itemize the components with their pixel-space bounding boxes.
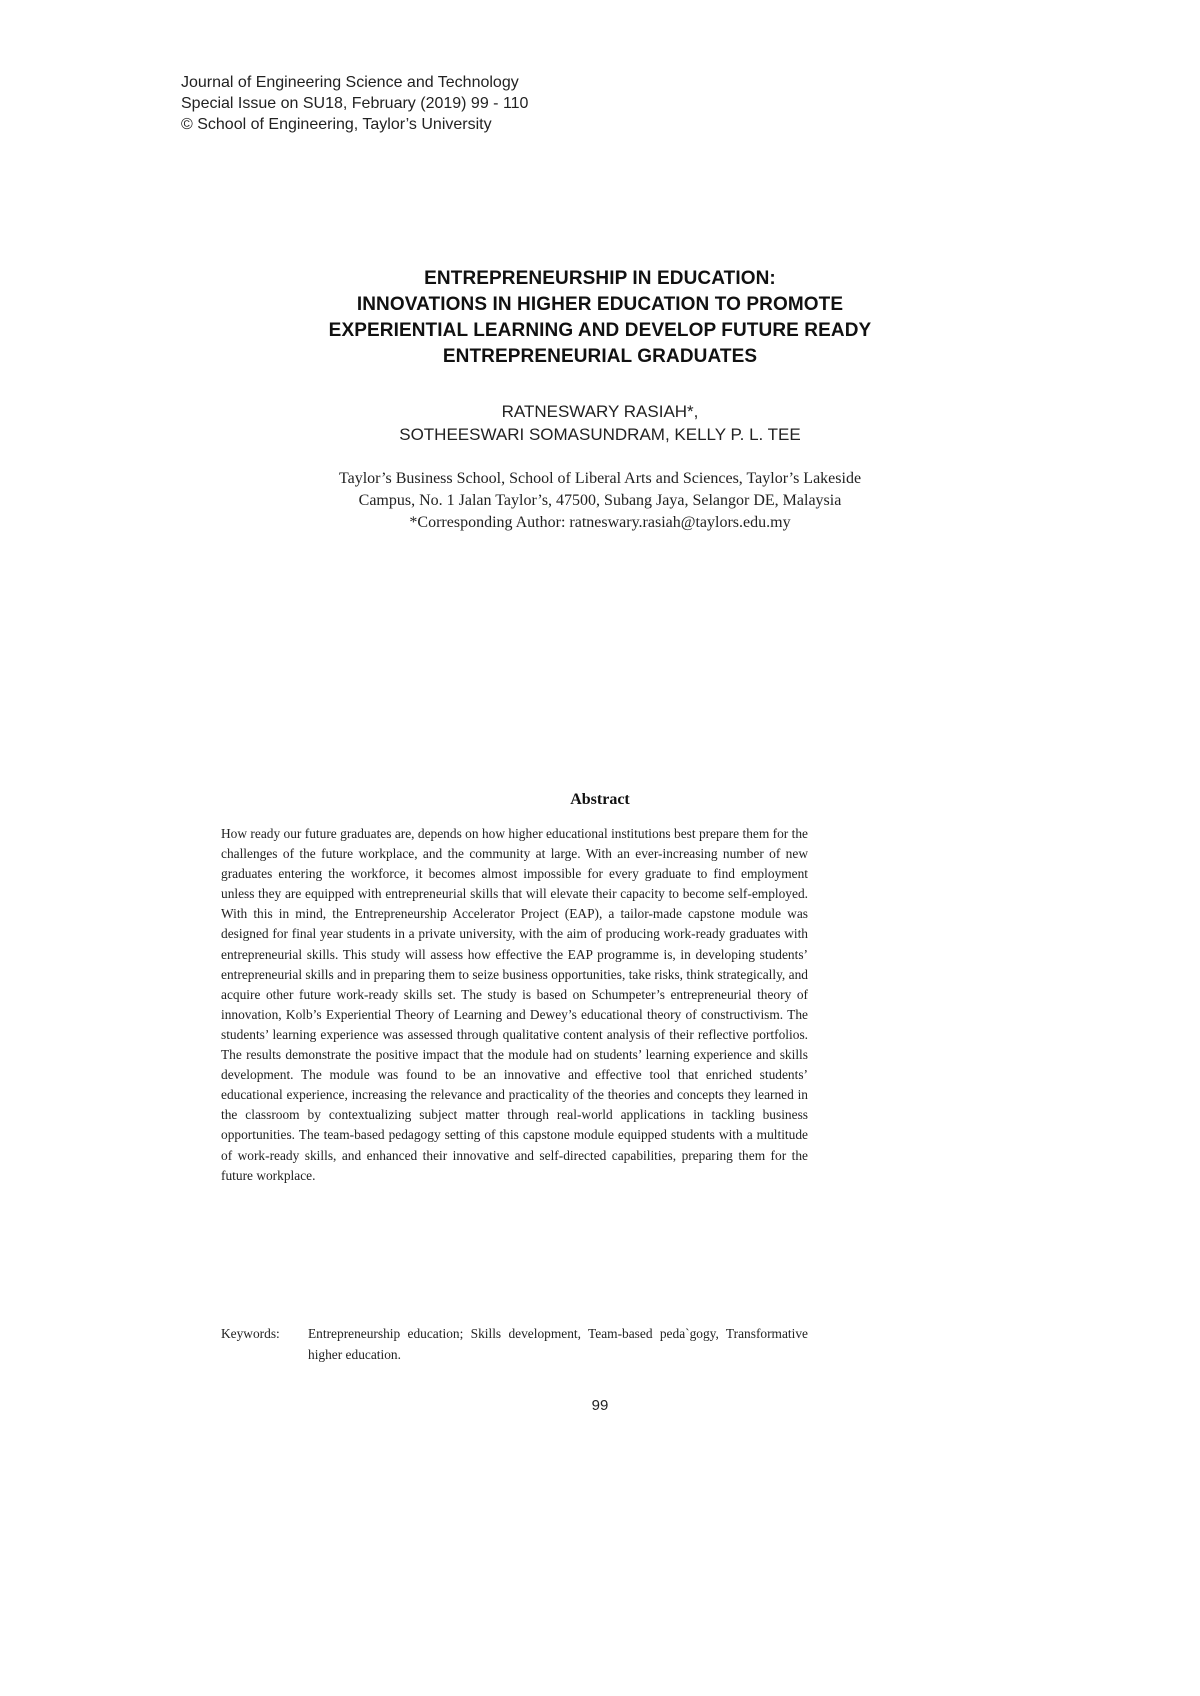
page-number: 99 xyxy=(591,1397,609,1414)
journal-name: Journal of Engineering Science and Technology xyxy=(181,74,519,91)
keywords-label: Keywords: xyxy=(221,1326,280,1341)
author-line: SOTHEESWARI SOMASUNDRAM, KELLY P. L. TEE xyxy=(399,425,801,444)
author-list xyxy=(150,400,1050,446)
paper-title xyxy=(150,266,1050,370)
affiliation-block xyxy=(150,468,1050,534)
corresponding-author: *Corresponding Author: ratneswary.rasiah@taylors.edu.my xyxy=(409,514,791,531)
keywords-section xyxy=(221,1324,808,1365)
journal-header xyxy=(181,72,528,135)
abstract-heading: Abstract xyxy=(570,791,630,808)
author-line: RATNESWARY RASIAH*, xyxy=(501,402,699,421)
journal-issue: Special Issue on SU18, February (2019) 99 - 110 xyxy=(181,95,529,112)
abstract-text: How ready our future graduates are, depends on how higher educational institutions best prepare them for the challenges of the future workplace, and the community at large. With an ever-increasing number of new graduates entering the workforce, it becomes almost impossible for every graduate to find employment unless they are equipped with entrepreneurial skills that will elevate their capacity to become self-employed. With this in mind, the Entrepreneurship Accelerator Project (EAP), a tailor-made capstone module was designed for final year students in a private university, with the aim of producing work-ready graduates with entrepreneurial skills. This study will assess how effective the EAP programme is, in developing students’ entrepreneurial skills and in preparing them to seize business opportunities, take risks, think strategically, and acquire other future work-ready skills set. The study is based on Schumpeter’s entrepreneurial theory of innovation, Kolb’s Experiential Theory of Learning and Dewey’s educational theory of constructivism. The students’ learning experience was assessed through qualitative content analysis of their reflective portfolios. The results demonstrate the positive impact that the module had on students’ learning experience and skills development. The module was found to be an innovative and effective tool that enriched students’ educational experience, increasing the relevance and practicality of the theories and concepts they learned in the classroom by contextualizing subject matter through real-world applications in tackling business opportunities. The team-based pedagogy setting of this capstone module equipped students with a multitude of work-ready skills, and enhanced their innovative and self-directed capabilities, preparing them for the future workplace. xyxy=(221,826,808,1183)
title-line: ENTREPRENEURSHIP IN EDUCATION: xyxy=(424,268,776,289)
journal-copyright: © School of Engineering, Taylor’s University xyxy=(181,116,492,133)
title-line: EXPERIENTIAL LEARNING AND DEVELOP FUTURE READY xyxy=(328,320,872,341)
title-line: INNOVATIONS IN HIGHER EDUCATION TO PROMOTE xyxy=(356,294,844,315)
keywords-text: Entrepreneurship education; Skills development, Team-based peda`gogy, Transformative higher education. xyxy=(308,1326,808,1362)
title-line: ENTREPRENEURIAL GRADUATES xyxy=(442,346,758,367)
affiliation-line: Campus, No. 1 Jalan Taylor’s, 47500, Subang Jaya, Selangor DE, Malaysia xyxy=(358,492,842,509)
affiliation-line: Taylor’s Business School, School of Liberal Arts and Sciences, Taylor’s Lakeside xyxy=(338,470,862,487)
